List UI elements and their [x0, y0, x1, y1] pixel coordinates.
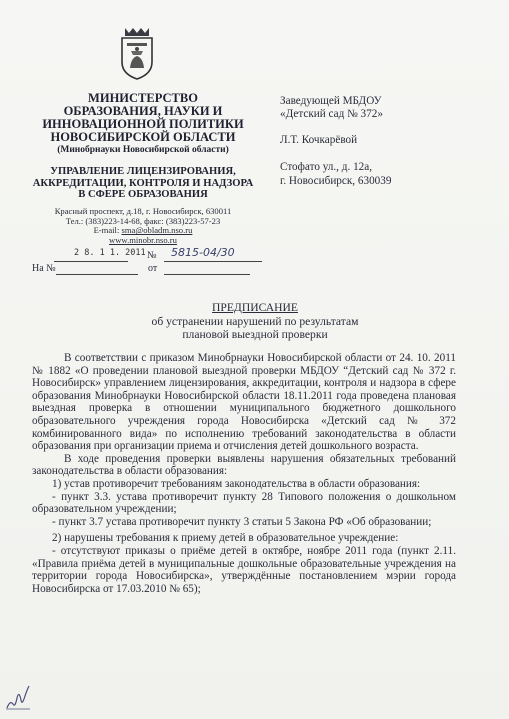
paragraph: - пункт 3.7 устава противоречит пункту 3 статьи 5 Закона РФ «Об образовании;	[52, 515, 432, 528]
addressee-organization: «Детский сад № 372»	[280, 108, 383, 121]
email-label: E-mail:	[93, 225, 122, 236]
postal-address: Красный проспект, д.18, г. Новосибирск, 630011	[54, 206, 232, 216]
addressee-name: Л.Т. Кочкарёвой	[280, 133, 358, 146]
reference-date-blank	[164, 274, 250, 275]
paragraph: - пункт 3.3. устава противоречит пункту 28 Типового положения о дошкольном образовательном учреждении;	[32, 490, 456, 516]
registration-number-label: №	[147, 250, 157, 261]
ministry-line: ИННОВАЦИОННОЙ ПОЛИТИКИ	[42, 117, 244, 131]
department-line: В СФЕРЕ ОБРАЗОВАНИЯ	[78, 189, 208, 200]
title-line: плановой выездной проверки	[182, 328, 328, 341]
ministry-line: НОВОСИБИРСКОЙ ОБЛАСТИ	[50, 130, 236, 144]
paragraph: 1) устав противоречит требованиям законодательства в области образования:	[52, 477, 421, 490]
title-heading: ПРЕДПИСАНИЕ	[212, 301, 298, 314]
reference-date-label: от	[148, 263, 158, 274]
department-line: АККРЕДИТАЦИИ, КОНТРОЛЯ И НАДЗОРА	[32, 177, 254, 189]
paragraph: 2) нарушены требования к приему детей в образовательное учреждение:	[52, 532, 399, 545]
contact-block	[24, 207, 262, 245]
ministry-name	[24, 92, 262, 156]
paragraph: В ходе проведения проверки выявлены нарушения обязательных требований законодательства в области образования:	[32, 452, 456, 478]
title-line: об устранении нарушений по результатам	[151, 314, 359, 328]
paragraph: - отсутствуют приказы о приёме детей в октябре, ноябре 2011 года (пункт 2.11. «Правила приёма детей в муниципальные дошкольные образовательные учреждения на территории города Новосибирска», утверждённые постановлением мэрии города Новосибирска от 17.03.2010 № 65);	[32, 544, 456, 595]
document-title	[60, 301, 450, 342]
number-underline	[164, 261, 262, 262]
date-underline	[54, 261, 128, 262]
ministry-short-name: (Минобрнауки Новосибирской области)	[57, 145, 229, 155]
addressee-street: Стофато ул., д. 12а,	[280, 161, 373, 174]
document-body	[32, 352, 456, 595]
email-link[interactable]: sma@obladm.nso.ru	[121, 225, 193, 236]
department-line: УПРАВЛЕНИЕ ЛИЦЕНЗИРОВАНИЯ,	[50, 166, 236, 177]
ministry-line: ОБРАЗОВАНИЯ, НАУКИ И	[63, 104, 223, 118]
reference-line	[32, 263, 264, 277]
department-name	[24, 166, 262, 201]
reference-number-label: На №	[32, 263, 56, 274]
signature-icon	[4, 678, 32, 712]
addressee-city: г. Новосибирск, 630039	[280, 174, 392, 187]
addressee-position: Заведующей МБДОУ	[280, 95, 382, 107]
ministry-line: МИНИСТЕРСТВО	[88, 91, 198, 105]
addressee-block	[280, 95, 490, 188]
phone-fax: Тел.: (383)223-14-68, факс: (383)223-57-23	[65, 215, 221, 226]
coat-of-arms-icon	[118, 28, 156, 80]
paragraph: В соответствии с приказом Минобрнауки Новосибирской области от 24. 10. 2011 № 1882 «О проведении плановой выездной проверки МБДОУ “Детский сад № 372 г. Новосибирск» управлением лицензирования, аккредитации, контроля и надзора в сфере образования Минобрнауки Новосибирской области 18.11.2011 года проведена плановая выездная проверка в отношении муниципального бюджетного дошкольного образовательного учреждения города Новосибирска «Детский сад № 372 комбинированного вида» по исполнению требований законодательства в области образования при организации приема и отчисления детей дошкольного возраста.	[32, 352, 456, 453]
registration-number: 5815-04/30	[171, 246, 235, 259]
website-link[interactable]: www.minobr.nso.ru	[109, 234, 177, 245]
registration-date: 2 8. 1 1. 2011	[74, 248, 146, 258]
reference-number-blank	[56, 274, 138, 275]
registration-line	[54, 246, 264, 263]
